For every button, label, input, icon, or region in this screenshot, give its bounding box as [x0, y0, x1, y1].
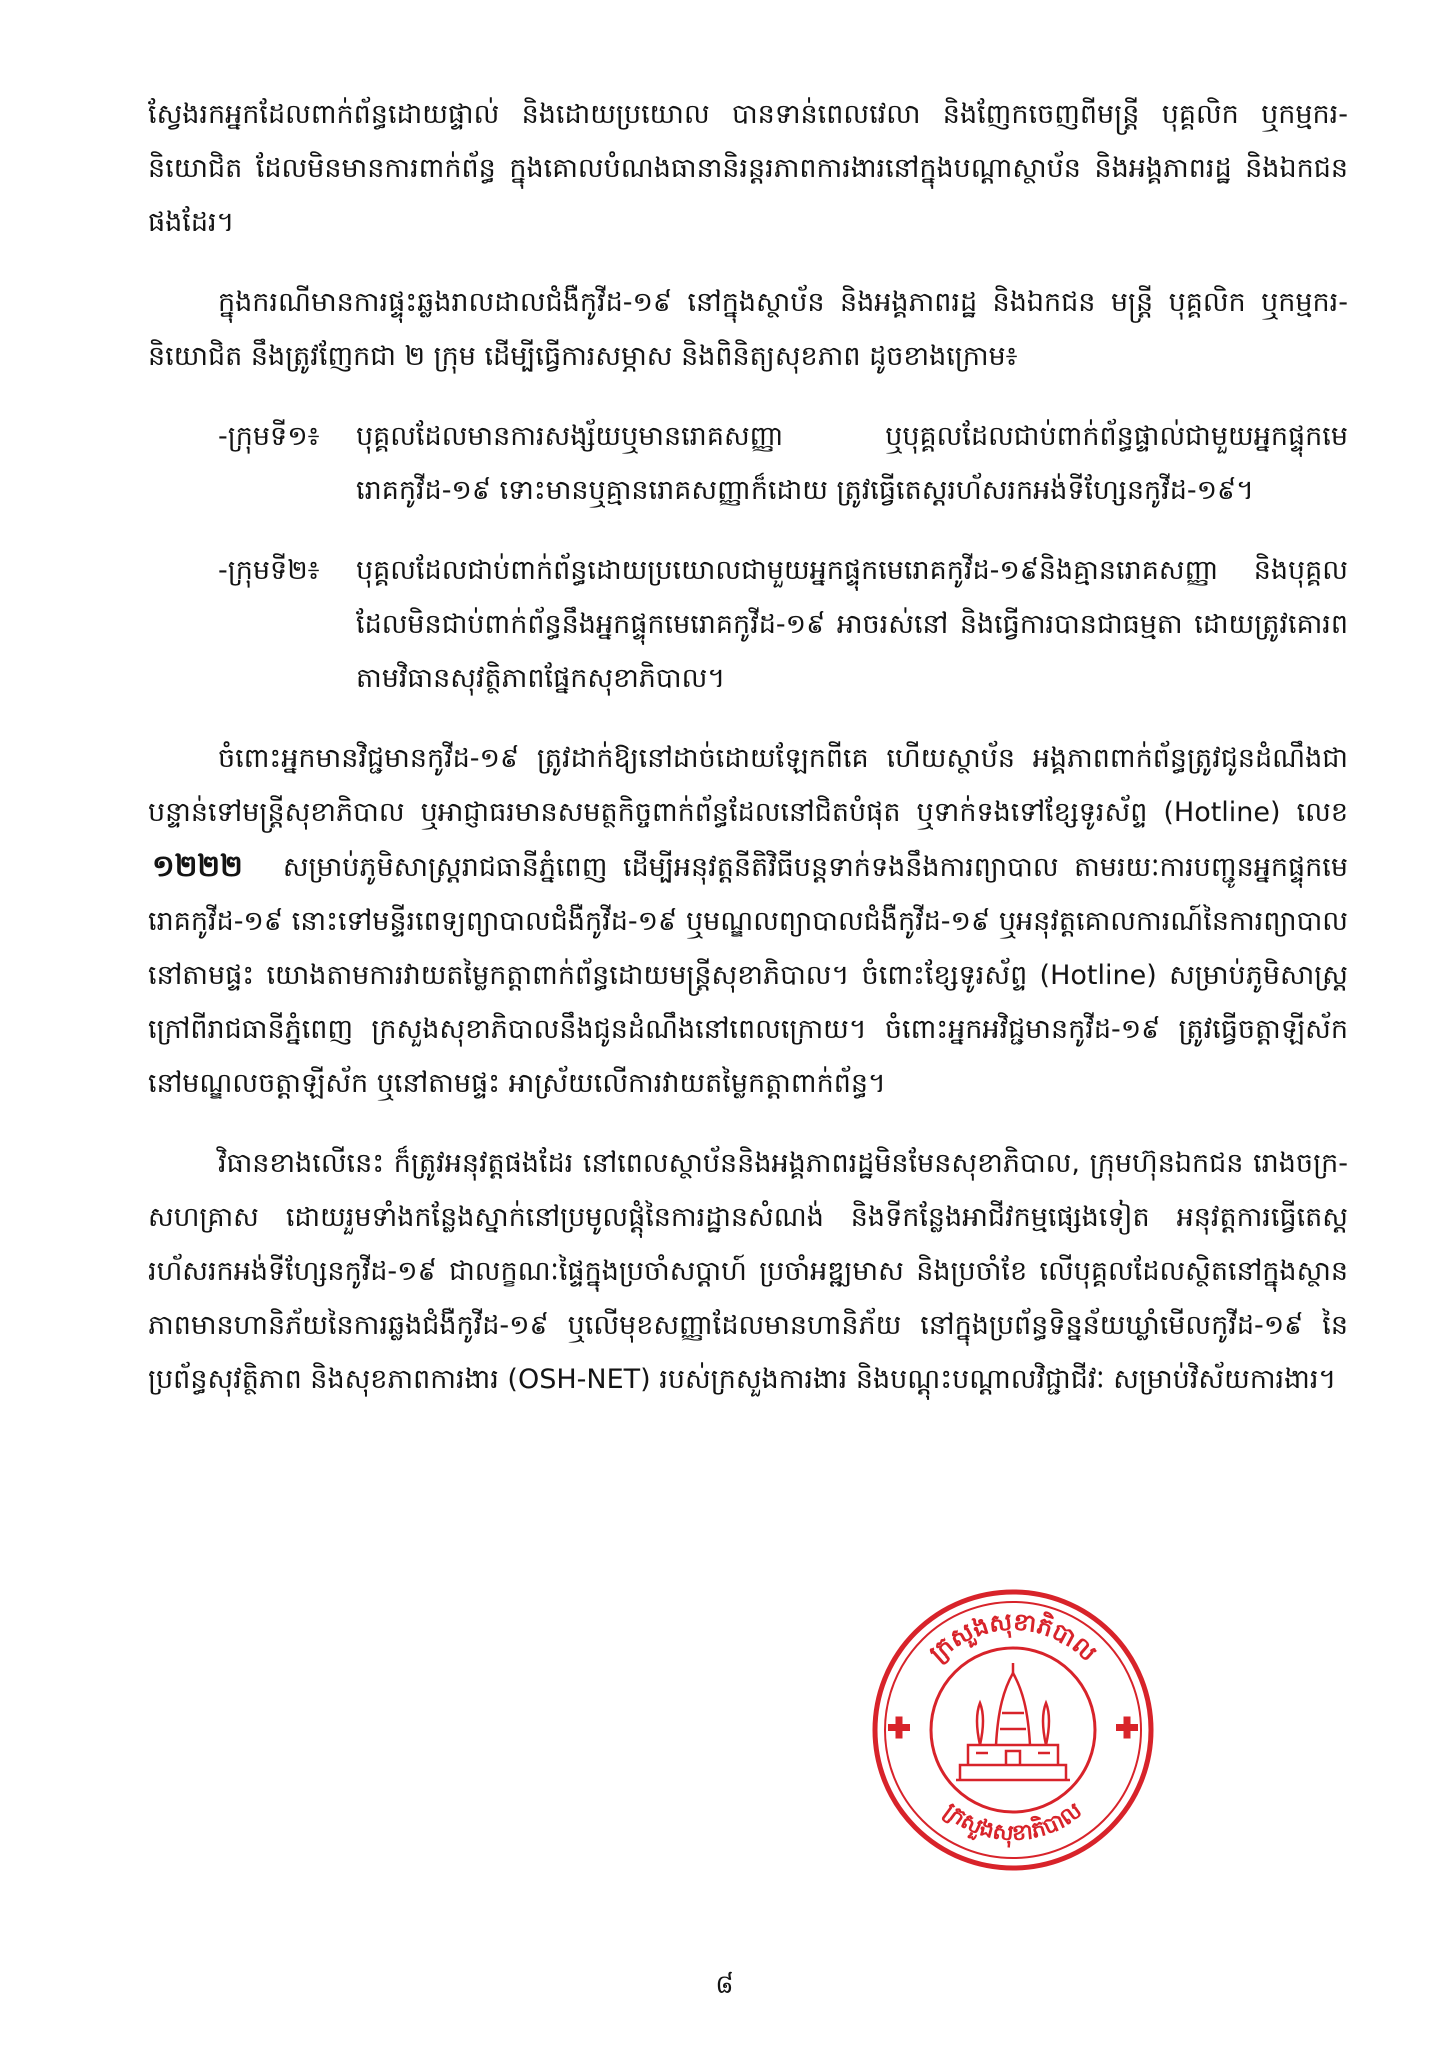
group-1-label: -ក្រុមទី១៖	[218, 421, 320, 452]
svg-text:ក្រសួងសុខាភិបាល	[924, 1607, 1103, 1667]
page-number: ៨	[715, 1970, 734, 2000]
group-1	[218, 410, 1348, 518]
hotline-number: ១២២២	[152, 849, 243, 884]
group-1-text: បុគ្គលដែលមានការសង្ស័យឬមានរោគសញ្ញា ឬបុគ្គលដែលជាប់ពាក់ព័ន្ធផ្ទាល់ជាមួយអ្នកផ្ទុកមេរោគកូវីដ-១៩ ទោះមានឬគ្មានរោគសញ្ញាក៏ដោយ ត្រូវធ្វើតេស្តរហ័សរកអង់ទីហ្សែនកូវីដ-១៩។	[356, 421, 1348, 506]
document-body	[148, 88, 1348, 1433]
group-2	[218, 544, 1348, 706]
ministry-seal-stamp	[868, 1585, 1158, 1875]
svg-text:ក្រសួងសុខាភិបាល	[939, 1798, 1087, 1848]
group-2-label: -ក្រុមទី២៖	[218, 555, 320, 586]
paragraph-3-part-2: សម្រាប់ភូមិសាស្ត្ររាជធានីភ្នំពេញ ដើម្បីអនុវត្តនីតិវិធីបន្តទាក់ទងនឹងការព្យាបាល តាមរយៈការបញ្ជូនអ្នកផ្ទុកមេរោគកូវីដ-១៩ នោះទៅមន្ទីរពេទ្យព្យាបាលជំងឺកូវីដ-១៩ ឬមណ្ឌលព្យាបាលជំងឺកូវីដ-១៩ ឬអនុវត្តគោលការណ៍នៃការព្យាបាលនៅតាមផ្ទះ យោងតាមការវាយតម្លៃកត្តាពាក់ព័ន្ធដោយមន្ត្រីសុខាភិបាល។ ចំពោះខ្សែទូរស័ព្ទ (Hotline) សម្រាប់ភូមិសាស្ត្រក្រៅពីរាជធានីភ្នំពេញ ក្រសួងសុខាភិបាលនឹងជូនដំណឹងនៅពេលក្រោយ។ ចំពោះអ្នកអវិជ្ជមានកូវីដ-១៩ ត្រូវធ្វើចត្តាឡីស័កនៅមណ្ឌលចត្តាឡីស័ក ឬនៅតាមផ្ទះ អាស្រ័យលើការវាយតម្លៃកត្តាពាក់ព័ន្ធ។	[148, 852, 1348, 1099]
paragraph-3	[148, 732, 1348, 1111]
seal-bottom-text: ក្រសួងសុខាភិបាល	[939, 1798, 1087, 1847]
paragraph-2: ក្នុងករណីមានការផ្ទុះឆ្លងរាលដាលជំងឺកូវីដ-១៩ នៅក្នុងស្ថាប័ន និងអង្គភាពរដ្ឋ និងឯកជន មន្ត្រី បុគ្គលិក ឬកម្មករ-និយោជិត នឹងត្រូវញែកជា ២ ក្រុម ដើម្បីធ្វើការសម្ភាស និងពិនិត្យសុខភាព ដូចខាងក្រោម៖	[148, 287, 1348, 372]
seal-top-text: ក្រសួងសុខាភិបាល	[923, 1607, 1103, 1668]
paragraph-4: វិធានខាងលើនេះ ក៏ត្រូវអនុវត្តផងដែរ នៅពេលស្ថាប័ននិងអង្គភាពរដ្ឋមិនមែនសុខាភិបាល, ក្រុមហ៊ុនឯកជន រោងចក្រ-សហគ្រាស ដោយរួមទាំងកន្លែងស្នាក់នៅប្រមូលផ្តុំនៃការដ្ឋានសំណង់ និងទីកន្លែងអាជីវកម្មផ្សេងទៀត អនុវត្តការធ្វើតេស្តរហ័សរកអង់ទីហ្សែនកូវីដ-១៩ ជាលក្ខណៈផ្ទៃក្នុងប្រចាំសប្តាហ៍ ប្រចាំអឌ្ឍមាស និងប្រចាំខែ លើបុគ្គលដែលស្ថិតនៅក្នុងស្ថានភាពមានហានិភ័យនៃការឆ្លងជំងឺកូវីដ-១៩ ឬលើមុខសញ្ញាដែលមានហានិភ័យ នៅក្នុងប្រព័ន្ធទិន្នន័យឃ្លាំមើលកូវីដ-១៩ នៃប្រព័ន្ធសុវត្ថិភាព និងសុខភាពការងារ (OSH-NET) របស់ក្រសួងការងារ និងបណ្តុះបណ្តាលវិជ្ជាជីវៈ សម្រាប់វិស័យការងារ។	[148, 1148, 1348, 1395]
paragraph-1: ស្វែងរកអ្នកដែលពាក់ព័ន្ធដោយផ្ទាល់ និងដោយប្រយោល បានទាន់ពេលវេលា និងញែកចេញពីមន្ត្រី បុគ្គលិក ឬកម្មករ-និយោជិត ដែលមិនមានការពាក់ព័ន្ធ ក្នុងគោលបំណងធានានិរន្តរភាពការងារនៅក្នុងបណ្តាស្ថាប័ន និងអង្គភាពរដ្ឋ និងឯកជនផងដែរ។	[148, 99, 1348, 238]
group-2-text: បុគ្គលដែលជាប់ពាក់ព័ន្ធដោយប្រយោលជាមួយអ្នកផ្ទុកមេរោគកូវីដ-១៩និងគ្មានរោគសញ្ញា និងបុគ្គលដែលមិនជាប់ពាក់ព័ន្ធនឹងអ្នកផ្ទុកមេរោគកូវីដ-១៩ អាចរស់នៅ និងធ្វើការបានជាធម្មតា ដោយត្រូវគោរពតាមវិធានសុវត្ថិភាពផ្នែកសុខាភិបាល។	[356, 555, 1348, 694]
paragraph-3-part-1: ចំពោះអ្នកមានវិជ្ជមានកូវីដ-១៩ ត្រូវដាក់ឱ្យនៅដាច់ដោយឡែកពីគេ ហើយស្ថាប័ន អង្គភាពពាក់ព័ន្ធត្រូវជូនដំណឹងជាបន្ទាន់ទៅមន្ត្រីសុខាភិបាល ឬអាជ្ញាធរមានសមត្ថកិច្ចពាក់ព័ន្ធដែលនៅជិតបំផុត ឬទាក់ទងទៅខ្សែទូរស័ព្ទ (Hotline) លេខ	[148, 743, 1348, 828]
